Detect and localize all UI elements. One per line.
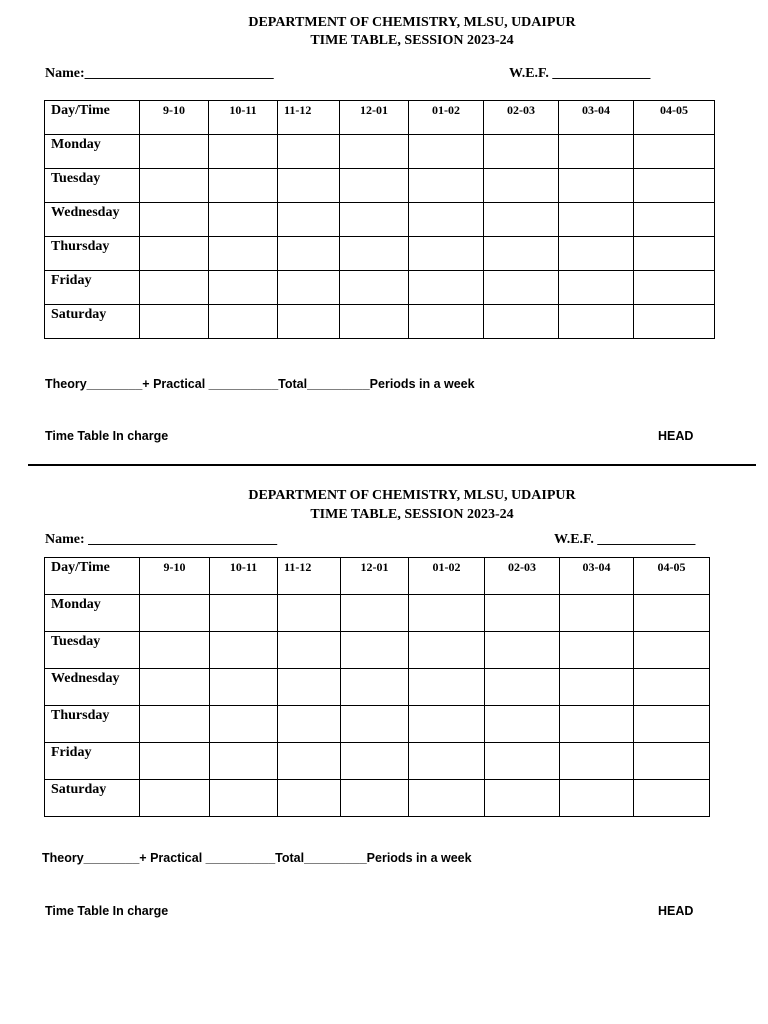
table-row — [45, 135, 715, 169]
table-cell[interactable] — [634, 271, 715, 305]
name-field[interactable]: Name:___________________________ — [45, 66, 274, 81]
table-cell[interactable] — [484, 203, 559, 237]
table-cell[interactable] — [484, 135, 559, 169]
table-cell[interactable] — [634, 780, 710, 817]
table-cell[interactable] — [278, 237, 340, 271]
table-cell[interactable] — [409, 632, 485, 669]
table-cell[interactable] — [485, 780, 560, 817]
table-cell[interactable] — [559, 203, 634, 237]
table-cell[interactable] — [634, 706, 710, 743]
day-label-thursday: Thursday — [45, 237, 140, 271]
table-cell[interactable] — [140, 305, 209, 339]
table-cell[interactable] — [210, 595, 278, 632]
day-label-monday: Monday — [45, 595, 140, 632]
table-cell[interactable] — [409, 669, 485, 706]
wef-field[interactable]: W.E.F. ______________ — [509, 66, 651, 81]
table-row — [45, 237, 715, 271]
periods-line[interactable]: Theory________+ Practical __________Total_________Periods in a week — [42, 851, 472, 865]
day-label-friday: Friday — [45, 743, 140, 780]
table-row — [45, 780, 710, 817]
table-row — [45, 743, 710, 780]
table-cell[interactable] — [485, 706, 560, 743]
wef-field[interactable]: W.E.F. ______________ — [554, 532, 696, 547]
column-header-03-04: 03-04 — [559, 101, 634, 135]
table-cell[interactable] — [634, 669, 710, 706]
table-cell[interactable] — [341, 595, 409, 632]
section-divider — [28, 464, 756, 466]
table-row — [45, 203, 715, 237]
table-cell[interactable] — [140, 743, 210, 780]
table-cell[interactable] — [559, 135, 634, 169]
day-label-wednesday: Wednesday — [45, 203, 140, 237]
column-header-11-12: 11-12 — [278, 558, 341, 595]
table-cell[interactable] — [634, 169, 715, 203]
column-header-04-05: 04-05 — [634, 101, 715, 135]
column-header-12-01: 12-01 — [340, 101, 409, 135]
column-header-day-time: Day/Time — [45, 101, 140, 135]
table-cell[interactable] — [409, 237, 484, 271]
department-title: DEPARTMENT OF CHEMISTRY, MLSU, UDAIPUR — [248, 15, 576, 30]
column-header-01-02: 01-02 — [409, 101, 484, 135]
table-cell[interactable] — [409, 169, 484, 203]
table-cell[interactable] — [209, 203, 278, 237]
table-cell[interactable] — [278, 743, 341, 780]
table-row — [45, 632, 710, 669]
head-label: HEAD — [658, 429, 694, 443]
column-header-10-11: 10-11 — [209, 101, 278, 135]
column-header-02-03: 02-03 — [484, 101, 559, 135]
table-cell[interactable] — [634, 203, 715, 237]
table-row — [45, 595, 710, 632]
table-cell[interactable] — [634, 632, 710, 669]
table-cell[interactable] — [409, 595, 485, 632]
table-cell[interactable] — [140, 135, 209, 169]
column-header-01-02: 01-02 — [409, 558, 485, 595]
table-cell[interactable] — [340, 237, 409, 271]
day-label-friday: Friday — [45, 271, 140, 305]
table-cell[interactable] — [409, 706, 485, 743]
day-label-saturday: Saturday — [45, 780, 140, 817]
table-row — [45, 169, 715, 203]
table-cell[interactable] — [560, 595, 634, 632]
day-label-thursday: Thursday — [45, 706, 140, 743]
table-cell[interactable] — [210, 743, 278, 780]
table-cell[interactable] — [341, 706, 409, 743]
column-header-11-12: 11-12 — [278, 101, 340, 135]
incharge-label: Time Table In charge — [45, 904, 169, 918]
table-cell[interactable] — [340, 169, 409, 203]
table-cell[interactable] — [634, 237, 715, 271]
table-cell[interactable] — [341, 669, 409, 706]
session-title: TIME TABLE, SESSION 2023-24 — [310, 507, 514, 522]
table-cell[interactable] — [140, 669, 210, 706]
periods-line[interactable]: Theory________+ Practical __________Total_________Periods in a week — [45, 377, 475, 391]
table-cell[interactable] — [560, 743, 634, 780]
table-cell[interactable] — [634, 743, 710, 780]
table-cell[interactable] — [485, 743, 560, 780]
table-cell[interactable] — [278, 706, 341, 743]
table-cell[interactable] — [341, 743, 409, 780]
table-cell[interactable] — [341, 780, 409, 817]
table-cell[interactable] — [409, 203, 484, 237]
table-cell[interactable] — [409, 135, 484, 169]
timetable-grid — [44, 100, 715, 339]
table-cell[interactable] — [140, 237, 209, 271]
table-row — [45, 271, 715, 305]
table-cell[interactable] — [634, 135, 715, 169]
table-cell[interactable] — [140, 595, 210, 632]
table-cell[interactable] — [278, 169, 340, 203]
table-row — [45, 305, 715, 339]
name-field[interactable]: Name: ___________________________ — [45, 532, 278, 547]
head-label: HEAD — [658, 904, 694, 918]
table-cell[interactable] — [559, 169, 634, 203]
table-cell[interactable] — [278, 135, 340, 169]
day-label-tuesday: Tuesday — [45, 169, 140, 203]
table-cell[interactable] — [209, 305, 278, 339]
column-header-04-05: 04-05 — [634, 558, 710, 595]
table-cell[interactable] — [560, 706, 634, 743]
table-cell[interactable] — [634, 305, 715, 339]
table-cell[interactable] — [210, 632, 278, 669]
table-cell[interactable] — [485, 595, 560, 632]
table-cell[interactable] — [210, 780, 278, 817]
table-cell[interactable] — [484, 271, 559, 305]
table-cell[interactable] — [210, 669, 278, 706]
table-cell[interactable] — [140, 203, 209, 237]
table-cell[interactable] — [484, 169, 559, 203]
day-label-monday: Monday — [45, 135, 140, 169]
department-title: DEPARTMENT OF CHEMISTRY, MLSU, UDAIPUR — [248, 488, 576, 503]
incharge-label: Time Table In charge — [45, 429, 169, 443]
table-cell[interactable] — [484, 305, 559, 339]
timetable-grid — [44, 557, 710, 817]
table-cell[interactable] — [341, 632, 409, 669]
table-cell[interactable] — [209, 237, 278, 271]
table-cell[interactable] — [209, 135, 278, 169]
table-cell[interactable] — [140, 271, 209, 305]
header-row — [45, 558, 710, 595]
column-header-12-01: 12-01 — [341, 558, 409, 595]
table-cell[interactable] — [210, 706, 278, 743]
table-cell[interactable] — [340, 271, 409, 305]
table-cell[interactable] — [560, 669, 634, 706]
table-cell[interactable] — [634, 595, 710, 632]
table-row — [45, 706, 710, 743]
day-label-saturday: Saturday — [45, 305, 140, 339]
table-cell[interactable] — [209, 169, 278, 203]
table-cell[interactable] — [559, 271, 634, 305]
table-cell[interactable] — [485, 632, 560, 669]
table-cell[interactable] — [209, 271, 278, 305]
table-cell[interactable] — [559, 237, 634, 271]
header-row — [45, 101, 715, 135]
table-cell[interactable] — [340, 305, 409, 339]
table-cell[interactable] — [409, 743, 485, 780]
table-row — [45, 669, 710, 706]
column-header-02-03: 02-03 — [485, 558, 560, 595]
day-label-tuesday: Tuesday — [45, 632, 140, 669]
table-cell[interactable] — [278, 632, 341, 669]
table-cell[interactable] — [340, 203, 409, 237]
table-cell[interactable] — [340, 135, 409, 169]
table-cell[interactable] — [278, 595, 341, 632]
column-header-03-04: 03-04 — [560, 558, 634, 595]
column-header-10-11: 10-11 — [210, 558, 278, 595]
table-cell[interactable] — [485, 669, 560, 706]
table-cell[interactable] — [560, 632, 634, 669]
table-cell[interactable] — [409, 305, 484, 339]
table-cell[interactable] — [140, 632, 210, 669]
table-cell[interactable] — [278, 669, 341, 706]
table-cell[interactable] — [559, 305, 634, 339]
table-cell[interactable] — [409, 780, 485, 817]
column-header-9-10: 9-10 — [140, 101, 209, 135]
column-header-9-10: 9-10 — [140, 558, 210, 595]
table-cell[interactable] — [140, 780, 210, 817]
table-cell[interactable] — [278, 305, 340, 339]
table-cell[interactable] — [278, 271, 340, 305]
table-cell[interactable] — [560, 780, 634, 817]
table-cell[interactable] — [140, 706, 210, 743]
table-cell[interactable] — [278, 780, 341, 817]
table-cell[interactable] — [484, 237, 559, 271]
table-cell[interactable] — [278, 203, 340, 237]
table-cell[interactable] — [140, 169, 209, 203]
table-cell[interactable] — [409, 271, 484, 305]
day-label-wednesday: Wednesday — [45, 669, 140, 706]
column-header-day-time: Day/Time — [45, 558, 140, 595]
session-title: TIME TABLE, SESSION 2023-24 — [310, 33, 514, 48]
